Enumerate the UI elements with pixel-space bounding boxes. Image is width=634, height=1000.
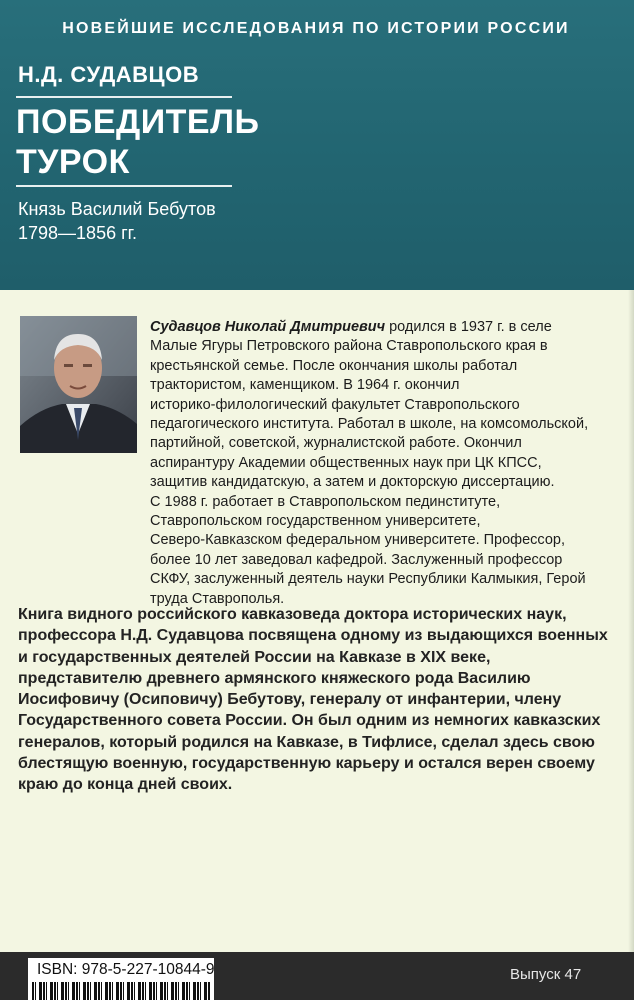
bio-line: Ставропольском государственном университете, <box>150 513 481 530</box>
bio-line: Северо-Кавказском федеральном университете. Профессор, <box>150 532 565 549</box>
bio-text: родился в 1937 г. в селе <box>385 319 552 335</box>
divider <box>16 96 232 98</box>
book-subtitle <box>18 197 318 245</box>
description-line: Государственного совета России. Он был одним из немногих кавказских <box>18 712 601 730</box>
bio-line: защитив кандидатскую, а затем и докторскую диссертацию. <box>150 474 555 491</box>
description-line: блестящую военную, государственную карьеру и остался верен своему <box>18 755 595 773</box>
bio-line: историко-филологический факультет Ставропольского <box>150 396 520 413</box>
bio-line: крестьянской семье. После окончания школы работал <box>150 357 518 374</box>
barcode <box>28 982 214 1000</box>
description-line: генералов, который родился на Кавказе, в Тифлисе, сделал здесь свою <box>18 733 595 751</box>
bio-line: С 1988 г. работает в Ставропольском пединституте, <box>150 493 501 510</box>
book-description <box>18 604 624 796</box>
bio-author-name: Судавцов Николай Дмитриевич <box>150 319 386 335</box>
author-portrait-image <box>20 316 137 453</box>
bio-line: Малые Ягуры Петровского района Ставропольского края в <box>150 338 548 355</box>
book-title-line: ТУРОК <box>16 143 130 181</box>
series-title: НОВЕЙШИЕ ИССЛЕДОВАНИЯ ПО ИСТОРИИ РОССИИ <box>62 20 570 37</box>
bio-line: партийной, советской, журналистской работе. Окончил <box>150 435 522 452</box>
book-title-line: ПОБЕДИТЕЛЬ <box>16 103 260 141</box>
bio-line: педагогического института. Работал в школе, на комсомольской, <box>150 416 589 433</box>
subtitle-line: 1798—1856 гг. <box>18 223 138 243</box>
author-name: Н.Д. СУДАВЦОВ <box>18 62 200 87</box>
issue-number: Выпуск 47 <box>510 966 582 983</box>
divider <box>16 185 232 187</box>
cover-header <box>0 0 634 290</box>
bio-line: трактористом, каменщиком. В 1964 г. окончил <box>150 377 460 394</box>
description-line: Иосифовичу (Осиповичу) Бебутову, генералу от инфантерии, члену <box>18 691 562 709</box>
bio-line: более 10 лет заведовал кафедрой. Заслуженный профессор <box>150 551 563 568</box>
author-biography <box>150 318 620 609</box>
description-line: и государственных деятелей России на Кавказе в XIX веке, <box>18 648 491 666</box>
page-edge-shadow <box>628 290 634 952</box>
author-photo <box>20 316 137 453</box>
bio-line: СКФУ, заслуженный деятель науки Республики Калмыкия, Герой <box>150 571 586 588</box>
book-title <box>16 102 316 182</box>
isbn-label: ISBN: 978-5-227-10844-9 <box>28 958 214 982</box>
description-line: представителю древнего армянского княжеского рода Василию <box>18 669 531 687</box>
bio-line: аспирантуру Академии общественных наук при ЦК КПСС, <box>150 454 542 471</box>
description-line: Книга видного российского кавказоведа доктора исторических наук, <box>18 606 567 623</box>
description-line: краю до конца дней своих. <box>18 776 233 794</box>
bio-line: труда Ставрополья. <box>150 590 285 607</box>
description-line: профессора Н.Д. Судавцова посвящена одному из выдающихся военных <box>18 627 608 645</box>
subtitle-line: Князь Василий Бебутов <box>18 199 216 219</box>
bio-first-line <box>150 318 620 337</box>
